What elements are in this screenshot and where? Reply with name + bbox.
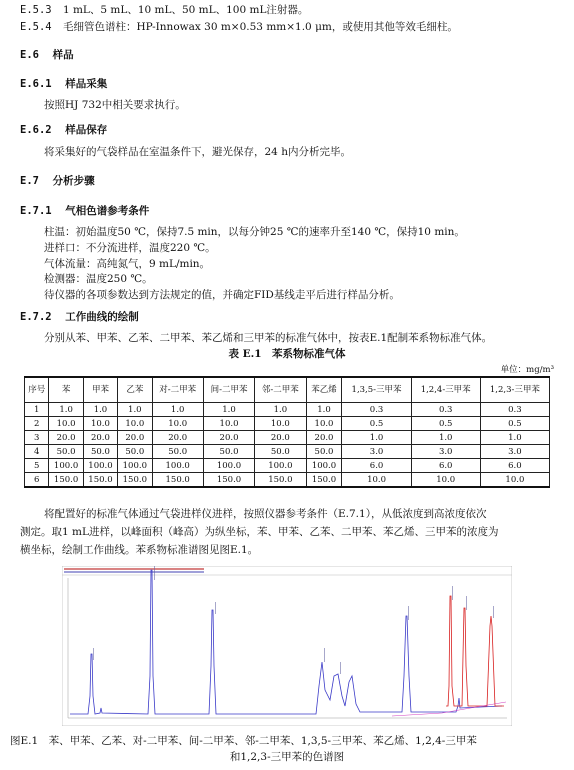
table-header-cell: 间-二甲苯 bbox=[203, 377, 254, 403]
paragraph: 将采集好的气袋样品在室温条件下，避光保存，24 h内分析完毕。 bbox=[44, 146, 351, 158]
section-number: E.7 bbox=[20, 175, 39, 187]
table-cell: 20.0 bbox=[203, 431, 254, 445]
table-cell: 6.0 bbox=[342, 459, 411, 473]
table-cell: 6.0 bbox=[480, 459, 549, 473]
table-cell: 100.0 bbox=[83, 459, 117, 473]
section-title: 样品采集 bbox=[65, 78, 108, 90]
table-row bbox=[25, 417, 550, 431]
table-cell: 1.0 bbox=[152, 403, 203, 417]
table-cell: 50.0 bbox=[152, 445, 203, 459]
table-cell: 100.0 bbox=[152, 459, 203, 473]
paragraph-line: 将配置好的标准气体通过气袋进样仪进样，按照仪器参考条件（E.7.1），从低浓度到高浓度依次 bbox=[44, 508, 487, 520]
table-cell: 1.0 bbox=[83, 403, 117, 417]
section-number: E.7.2 bbox=[20, 311, 52, 323]
table-cell: 0.5 bbox=[342, 417, 411, 431]
table-cell: 0.5 bbox=[411, 417, 480, 431]
table-cell: 3 bbox=[25, 431, 49, 445]
table-header-cell: 序号 bbox=[25, 377, 49, 403]
section-e54 bbox=[20, 21, 458, 34]
paragraph-line: 检测器：温度250 ℃。 bbox=[44, 273, 153, 285]
heading-e61 bbox=[20, 78, 107, 91]
table-header-row bbox=[25, 377, 550, 403]
heading-e7 bbox=[20, 175, 95, 188]
table-cell: 100.0 bbox=[255, 459, 306, 473]
section-text: 1 mL、5 mL、10 mL、50 mL、100 mL注射器。 bbox=[62, 4, 309, 16]
table-cell: 4 bbox=[25, 445, 49, 459]
table-cell: 150.0 bbox=[306, 473, 342, 488]
table-cell: 0.3 bbox=[411, 403, 480, 417]
figure-caption: 图E.1 苯、甲苯、乙苯、对-二甲苯、间-二甲苯、邻-二甲苯、1,3,5-三甲苯、苯乙烯、1,2,4-三甲苯 bbox=[10, 735, 477, 747]
table-cell: 150.0 bbox=[83, 473, 117, 488]
table-cell: 20.0 bbox=[49, 431, 83, 445]
table-cell: 6.0 bbox=[411, 459, 480, 473]
table-cell: 3.0 bbox=[342, 445, 411, 459]
table-cell: 150.0 bbox=[152, 473, 203, 488]
table-cell: 50.0 bbox=[306, 445, 342, 459]
table-cell: 20.0 bbox=[83, 431, 117, 445]
section-title: 样品 bbox=[52, 49, 74, 61]
standard-gas-table bbox=[24, 376, 550, 488]
table-row bbox=[25, 403, 550, 417]
section-e53 bbox=[20, 4, 308, 17]
table-row bbox=[25, 473, 550, 488]
table-cell: 150.0 bbox=[255, 473, 306, 488]
table-cell: 10.0 bbox=[306, 417, 342, 431]
table-row bbox=[25, 445, 550, 459]
section-title: 分析步骤 bbox=[52, 175, 95, 187]
table-cell: 3.0 bbox=[411, 445, 480, 459]
table-cell: 50.0 bbox=[83, 445, 117, 459]
table-cell: 20.0 bbox=[152, 431, 203, 445]
table-cell: 1.0 bbox=[480, 431, 549, 445]
table-cell: 5 bbox=[25, 459, 49, 473]
table-cell: 50.0 bbox=[49, 445, 83, 459]
table-row bbox=[25, 459, 550, 473]
paragraph: 按照HJ 732中相关要求执行。 bbox=[44, 99, 186, 111]
table-cell: 50.0 bbox=[255, 445, 306, 459]
table-cell: 1.0 bbox=[203, 403, 254, 417]
table-cell: 100.0 bbox=[203, 459, 254, 473]
table-cell: 3.0 bbox=[480, 445, 549, 459]
table-cell: 150.0 bbox=[49, 473, 83, 488]
section-number: E.6.1 bbox=[20, 78, 52, 90]
table-header-cell: 苯乙烯 bbox=[306, 377, 342, 403]
table-cell: 20.0 bbox=[255, 431, 306, 445]
table-cell: 100.0 bbox=[118, 459, 152, 473]
section-number: E.5.4 bbox=[20, 21, 52, 33]
table-header-cell: 甲苯 bbox=[83, 377, 117, 403]
chromatogram-image bbox=[62, 566, 512, 726]
table-unit: 单位：mg/m³ bbox=[500, 365, 554, 375]
paragraph-line: 横坐标，绘制工作曲线。苯系物标准谱图见图E.1。 bbox=[20, 544, 259, 556]
table-cell: 50.0 bbox=[203, 445, 254, 459]
table-cell: 2 bbox=[25, 417, 49, 431]
table-cell: 10.0 bbox=[152, 417, 203, 431]
heading-e71 bbox=[20, 205, 149, 218]
table-caption: 表 E.1 苯系物标准气体 bbox=[228, 348, 346, 360]
section-number: E.7.1 bbox=[20, 205, 52, 217]
table-cell: 1.0 bbox=[255, 403, 306, 417]
heading-e72 bbox=[20, 311, 139, 324]
table-cell: 10.0 bbox=[255, 417, 306, 431]
section-number: E.6.2 bbox=[20, 124, 52, 136]
table-cell: 100.0 bbox=[306, 459, 342, 473]
table-cell: 0.3 bbox=[480, 403, 549, 417]
paragraph-line: 气体流量：高纯氮气，9 mL/min。 bbox=[44, 258, 211, 270]
table-cell: 10.0 bbox=[83, 417, 117, 431]
table-cell: 0.5 bbox=[480, 417, 549, 431]
paragraph: 分别从苯、甲苯、乙苯、二甲苯、苯乙烯和三甲苯的标准气体中，按表E.1配制苯系物标准气体。 bbox=[44, 332, 493, 344]
paragraph-line: 进样口：不分流进样，温度220 ℃。 bbox=[44, 242, 216, 254]
table-cell: 150.0 bbox=[118, 473, 152, 488]
table-cell: 10.0 bbox=[411, 473, 480, 488]
table-header-cell: 乙苯 bbox=[118, 377, 152, 403]
table-cell: 1.0 bbox=[411, 431, 480, 445]
table-cell: 6 bbox=[25, 473, 49, 488]
table-header-cell: 邻-二甲苯 bbox=[255, 377, 306, 403]
table-cell: 20.0 bbox=[306, 431, 342, 445]
table-cell: 0.3 bbox=[342, 403, 411, 417]
table-header-cell: 对-二甲苯 bbox=[152, 377, 203, 403]
table-cell: 10.0 bbox=[118, 417, 152, 431]
table-cell: 1.0 bbox=[49, 403, 83, 417]
paragraph-line: 柱温：初始温度50 ℃，保持7.5 min，以每分钟25 ℃的速率升至140 ℃，保持10 min。 bbox=[44, 226, 465, 238]
section-number: E.5.3 bbox=[20, 4, 52, 16]
table-cell: 100.0 bbox=[49, 459, 83, 473]
paragraph-line: 测定。取1 mL进样，以峰面积（峰高）为纵坐标，苯、甲苯、乙苯、二甲苯、苯乙烯、三甲苯的浓度为 bbox=[20, 526, 499, 538]
table-cell: 10.0 bbox=[480, 473, 549, 488]
paragraph-line: 待仪器的各项参数达到方法规定的值，并确定FID基线走平后进行样品分析。 bbox=[44, 289, 400, 301]
section-title: 工作曲线的绘制 bbox=[65, 311, 139, 323]
section-title: 样品保存 bbox=[65, 124, 108, 136]
table-cell: 1.0 bbox=[306, 403, 342, 417]
table-cell: 150.0 bbox=[203, 473, 254, 488]
table-cell: 1.0 bbox=[118, 403, 152, 417]
table-row bbox=[25, 431, 550, 445]
section-title: 气相色谱参考条件 bbox=[65, 205, 150, 217]
table-header-cell: 1,3,5-三甲苯 bbox=[342, 377, 411, 403]
figure-caption-line2: 和1,2,3-三甲苯的色谱图 bbox=[229, 751, 345, 763]
table-cell: 50.0 bbox=[118, 445, 152, 459]
table-cell: 10.0 bbox=[342, 473, 411, 488]
section-text: 毛细管色谱柱：HP-Innowax 30 m×0.53 mm×1.0 μm，或使用其他等效毛细柱。 bbox=[62, 21, 458, 33]
table-header-cell: 苯 bbox=[49, 377, 83, 403]
table-cell: 1.0 bbox=[342, 431, 411, 445]
heading-e6 bbox=[20, 49, 74, 62]
table-cell: 10.0 bbox=[49, 417, 83, 431]
table-cell: 10.0 bbox=[203, 417, 254, 431]
table-header-cell: 1,2,4-三甲苯 bbox=[411, 377, 480, 403]
table-cell: 1 bbox=[25, 403, 49, 417]
table-header-cell: 1,2,3-三甲苯 bbox=[480, 377, 549, 403]
table-cell: 20.0 bbox=[118, 431, 152, 445]
section-number: E.6 bbox=[20, 49, 39, 61]
heading-e62 bbox=[20, 124, 107, 137]
table-body bbox=[25, 403, 550, 488]
